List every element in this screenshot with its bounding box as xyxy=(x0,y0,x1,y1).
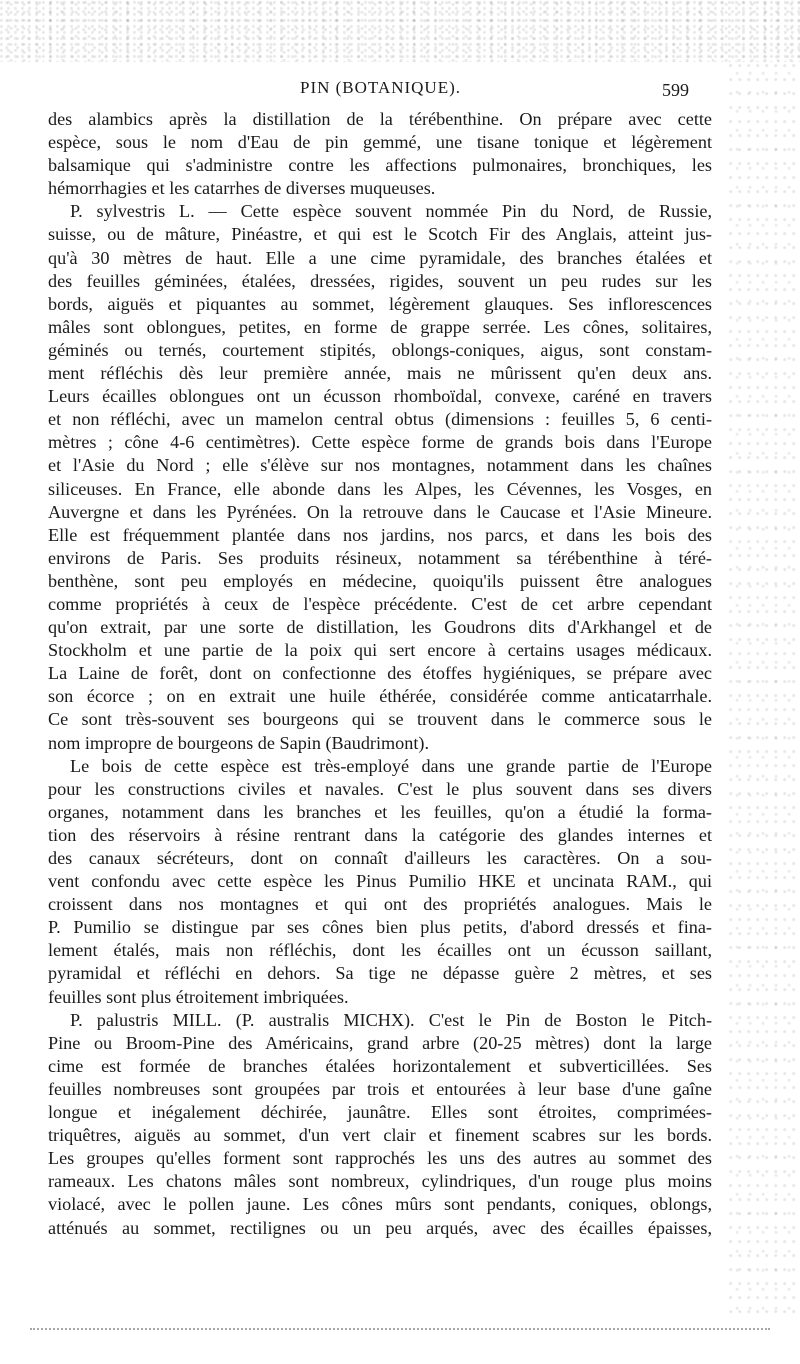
text-line: bords, aiguës et piquantes au sommet, légèrement glauques. Ses inflorescences xyxy=(48,293,712,314)
text-line: Les groupes qu'elles forment sont rapprochés les uns des autres au sommet des xyxy=(48,1148,712,1169)
text-line: des alambics après la distillation de la térébenthine. On prépare avec cette xyxy=(48,109,712,129)
scan-noise-right xyxy=(728,60,800,1320)
text-line: Elle est fréquemment plantée dans nos jardins, nos parcs, et dans les bois des xyxy=(48,524,712,545)
text-line: comme propriétés à ceux de l'espèce précédente. C'est de cet arbre cependant xyxy=(48,593,712,614)
running-title: PIN (BOTANIQUE). xyxy=(300,78,462,97)
page-header xyxy=(0,78,800,102)
text-line: mâles sont oblongues, petites, en forme de grappe serrée. Les cônes, solitaires, xyxy=(48,316,712,337)
scan-noise-top xyxy=(0,0,800,62)
text-line: triquêtres, aiguës au sommet, d'un vert clair et finement scabres sur les bords. xyxy=(48,1125,712,1146)
text-line: vent confondu avec cette espèce les Pinus Pumilio HKE et uncinata RAM., qui xyxy=(48,871,712,892)
text-line: benthène, sont peu employés en médecine, quoiqu'ils puissent être analogues xyxy=(48,570,712,591)
text-line: ment réfléchis dès leur première année, mais ne mûrissent qu'en deux ans. xyxy=(48,363,712,384)
text-line: des canaux sécréteurs, dont on connaît d'ailleurs les caractères. On a sou- xyxy=(48,848,712,868)
text-line: espèce, sous le nom d'Eau de pin gemmé, une tisane tonique et légèrement xyxy=(48,132,712,153)
text-line: Stockholm et une partie de la poix qui sert encore à certains usages médicaux. xyxy=(48,640,712,661)
text-line: cime est formée de branches étalées horizontalement et subverticillées. Ses xyxy=(48,1055,712,1076)
text-line: P. sylvestris L. — Cette espèce souvent nommée Pin du Nord, de Russie, xyxy=(70,201,712,222)
text-line: son écorce ; on en extrait une huile éthérée, considérée comme anticatarrhale. xyxy=(48,686,712,707)
text-line: environs de Paris. Ses produits résineux, notamment sa térébenthine à téré- xyxy=(48,547,712,568)
text-line: hémorrhagies et les catarrhes de diverses muqueuses. xyxy=(48,178,436,199)
text-line: qu'à 30 mètres de haut. Elle a une cime pyramidale, des branches étalées et xyxy=(48,247,712,268)
text-line: feuilles nombreuses sont groupées par trois et entourées à leur base d'une gaîne xyxy=(48,1078,712,1099)
text-line: Pine ou Broom-Pine des Américains, grand arbre (20-25 mètres) dont la large xyxy=(48,1032,712,1053)
text-line: atténués au sommet, rectilignes ou un peu arqués, avec des écailles épaisses, xyxy=(48,1217,712,1238)
text-line: mètres ; cône 4-6 centimètres). Cette espèce forme de grands bois dans l'Europe xyxy=(48,432,712,453)
text-line: violacé, avec le pollen jaune. Les cônes mûrs sont pendants, coniques, oblongs, xyxy=(48,1194,712,1215)
text-line: pyramidal et réfléchi en dehors. Sa tige ne dépasse guère 2 mètres, et ses xyxy=(48,963,712,984)
text-line: feuilles sont plus étroitement imbriquées. xyxy=(48,986,349,1007)
text-line: géminés ou ternés, courtement stipités, oblongs-coniques, aigus, sont constam- xyxy=(48,339,712,360)
text-line: P. palustris MILL. (P. australis MICHX). C'est le Pin de Boston le Pitch- xyxy=(70,1009,712,1030)
text-line: Leurs écailles oblongues ont un écusson rhomboïdal, convexe, caréné en travers xyxy=(48,386,712,407)
scan-noise-bottom xyxy=(30,1328,770,1336)
body-text xyxy=(48,108,712,1240)
text-line: balsamique qui s'administre contre les affections pulmonaires, bronchiques, les xyxy=(48,155,712,176)
text-line: suisse, ou de mâture, Pinéastre, et qui est le Scotch Fir des Anglais, atteint jus- xyxy=(48,224,712,245)
text-line: des feuilles géminées, étalées, dressées, rigides, souvent un peu rudes sur les xyxy=(48,270,712,291)
text-line: qu'on extrait, par une sorte de distillation, les Goudrons dits d'Arkhangel et de xyxy=(48,617,712,638)
text-line: pour les constructions civiles et navales. C'est le plus souvent dans ses divers xyxy=(48,778,712,799)
text-line: lement étalés, mais non réfléchis, dont les écailles ont un écusson saillant, xyxy=(48,940,712,961)
text-line: et l'Asie du Nord ; elle s'élève sur nos montagnes, notamment dans les chaînes xyxy=(48,455,712,476)
text-line: Ce sont très-souvent ses bourgeons qui se trouvent dans le commerce sous le xyxy=(48,709,712,730)
text-line: rameaux. Les chatons mâles sont nombreux, cylindriques, d'un rouge plus moins xyxy=(48,1171,712,1192)
text-line: La Laine de forêt, dont on confectionne des étoffes hygiéniques, se prépare avec xyxy=(48,663,712,684)
text-line: siliceuses. En France, elle abonde dans les Alpes, les Cévennes, les Vosges, en xyxy=(48,478,712,499)
text-line: nom impropre de bourgeons de Sapin (Baudrimont). xyxy=(48,732,430,753)
text-line: et non réfléchi, avec un mamelon central obtus (dimensions : feuilles 5, 6 centi- xyxy=(48,409,712,430)
text-line: tion des réservoirs à résine rentrant dans la catégorie des glandes internes et xyxy=(48,824,712,845)
text-line: Auvergne et dans les Pyrénées. On la retrouve dans le Caucase et l'Asie Mineure. xyxy=(48,501,712,522)
text-line: longue et inégalement déchirée, jaunâtre. Elles sont étroites, comprimées- xyxy=(48,1102,712,1123)
text-line: P. Pumilio se distingue par ses cônes bien plus petits, d'abord dressés et fina- xyxy=(48,917,712,938)
text-line: organes, notamment dans les branches et les feuilles, qu'on a étudié la forma- xyxy=(48,801,712,822)
text-line: croissent dans nos montagnes et qui ont des propriétés analogues. Mais le xyxy=(48,894,712,915)
text-line: Le bois de cette espèce est très-employé dans une grande partie de l'Europe xyxy=(70,755,712,776)
page-number: 599 xyxy=(662,80,689,100)
